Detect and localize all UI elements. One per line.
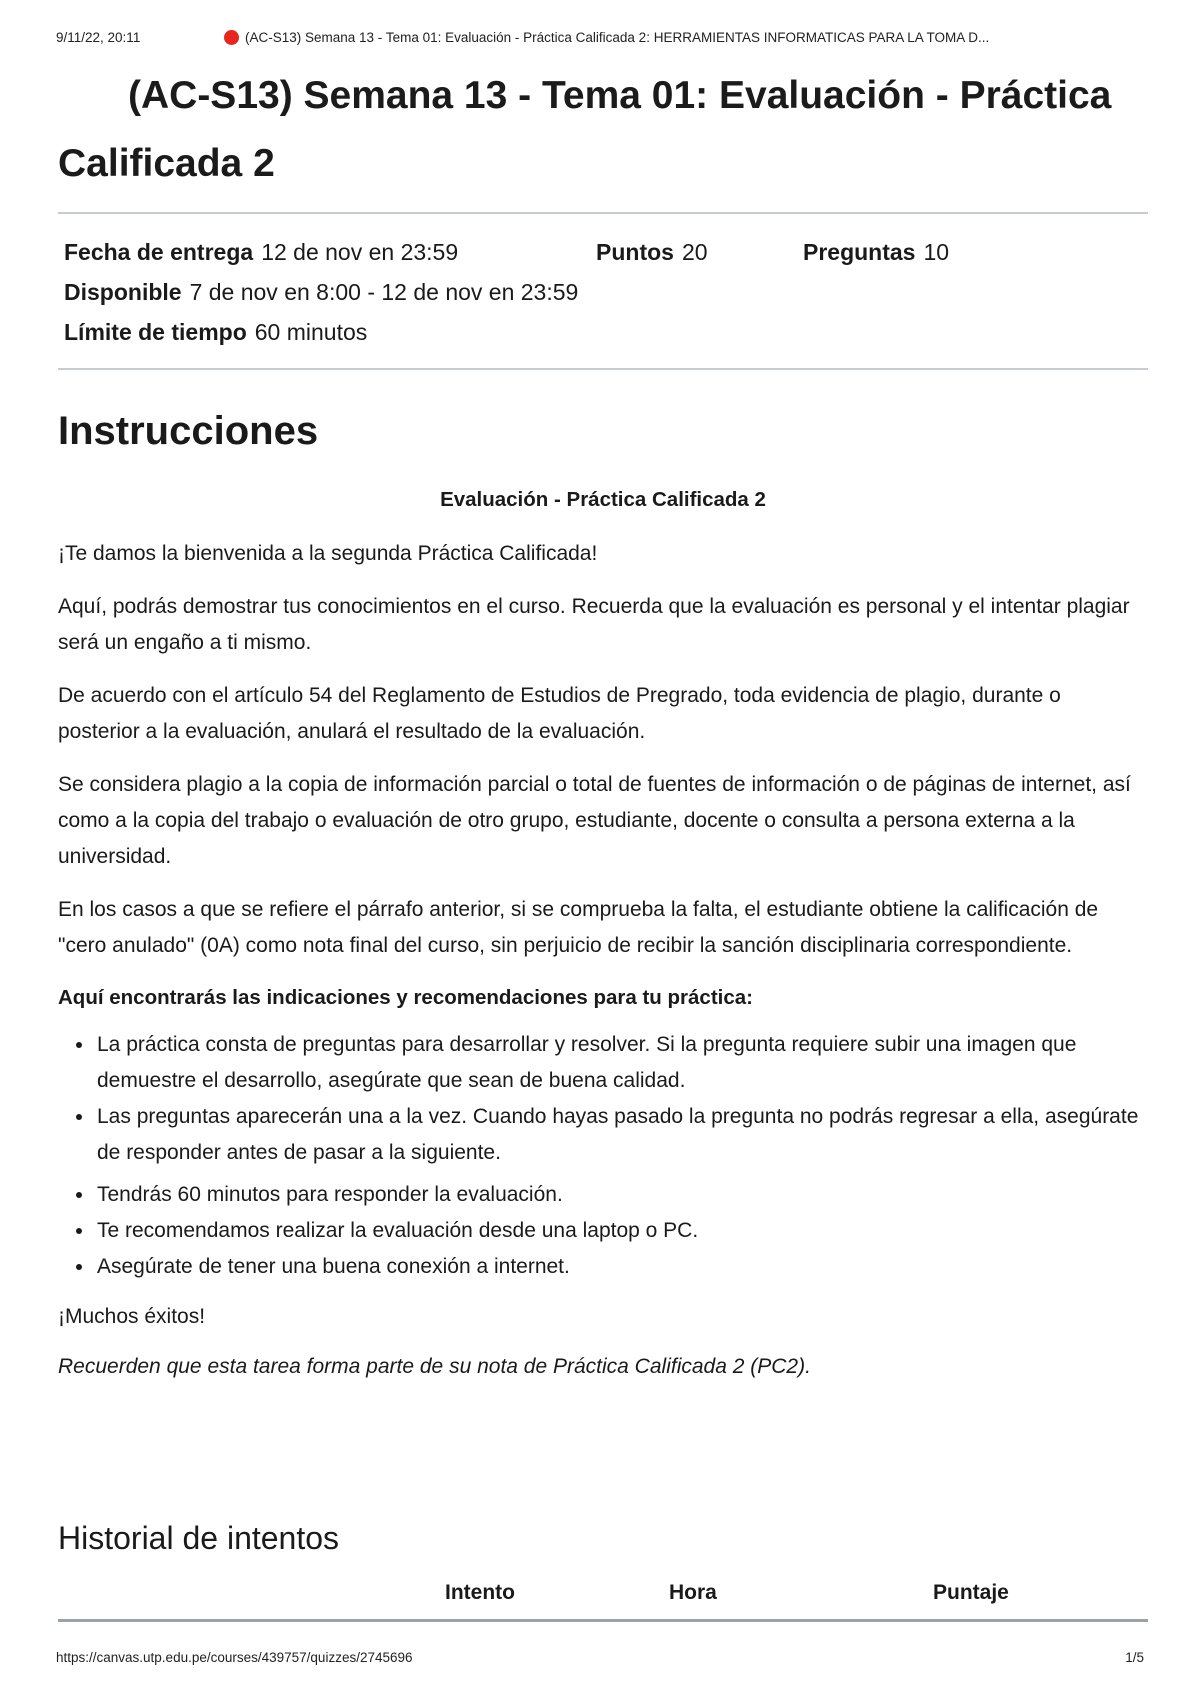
points bbox=[596, 232, 803, 272]
print-header bbox=[56, 30, 1160, 50]
time-limit-label: Límite de tiempo bbox=[64, 319, 247, 345]
instructions-heading: Instrucciones bbox=[58, 409, 319, 453]
questions-label: Preguntas bbox=[803, 239, 916, 265]
instructions-subtitle: Evaluación - Práctica Calificada 2 bbox=[440, 488, 766, 511]
due-date-value: 12 de nov en 23:59 bbox=[261, 239, 459, 265]
column-header-attempt: Intento bbox=[445, 1581, 515, 1604]
quiz-details bbox=[58, 214, 1148, 368]
divider bbox=[58, 368, 1148, 370]
print-datetime: 9/11/22, 20:11 bbox=[56, 30, 141, 45]
print-tab-title: (AC-S13) Semana 13 - Tema 01: Evaluación - Práctica Calificada 2: HERRAMIENTAS INFORMATICAS PARA LA TOMA D... bbox=[245, 30, 990, 45]
attempt-history-heading: Historial de intentos bbox=[58, 1520, 340, 1556]
availability bbox=[64, 272, 578, 312]
points-value: 20 bbox=[681, 239, 708, 265]
paragraph: En los casos a que se refiere el párrafo anterior, si se comprueba la falta, el estudiante obtiene la calificación de "cero anulado" (0A) como nota final del curso, sin perjuicio de recibir la sanción disciplinaria correspondiente. bbox=[58, 898, 1099, 957]
available-label: Disponible bbox=[64, 279, 182, 305]
attempt-history-table-header bbox=[58, 1575, 1148, 1622]
list-item: • Asegúrate de tener una buena conexión a internet. bbox=[95, 1249, 1148, 1285]
questions-value: 10 bbox=[923, 239, 950, 265]
print-footer bbox=[56, 1650, 1144, 1665]
list-heading: Aquí encontrarás las indicaciones y recomendaciones para tu práctica: bbox=[58, 986, 753, 1009]
list-item: • Las preguntas aparecerán una a la vez. Cuando hayas pasado la pregunta no podrás regresar a ella, asegúrate de responder antes de pasar a la siguiente. bbox=[95, 1099, 1148, 1171]
closing-text: ¡Muchos éxitos! bbox=[58, 1305, 206, 1328]
due-date bbox=[64, 232, 596, 272]
details-row bbox=[64, 312, 1142, 352]
page-title: (AC-S13) Semana 13 - Tema 01: Evaluación - Práctica Calificada 2 bbox=[58, 74, 1112, 185]
time-limit bbox=[64, 312, 367, 352]
main-content bbox=[58, 62, 1148, 1385]
due-date-label: Fecha de entrega bbox=[64, 239, 254, 265]
available-value: 7 de nov en 8:00 - 12 de nov en 23:59 bbox=[189, 279, 579, 305]
time-limit-value: 60 minutos bbox=[254, 319, 368, 345]
questions bbox=[803, 232, 949, 272]
column-header-time: Hora bbox=[669, 1581, 717, 1604]
print-url[interactable]: https://canvas.utp.edu.pe/courses/439757/quizzes/2745696 bbox=[56, 1650, 413, 1665]
paragraph: De acuerdo con el artículo 54 del Reglamento de Estudios de Pregrado, toda evidencia de plagio, durante o posterior a la evaluación, anulará el resultado de la evaluación. bbox=[58, 684, 1061, 743]
list-item: • Tendrás 60 minutos para responder la evaluación. bbox=[95, 1177, 1148, 1213]
page-number: 1/5 bbox=[1125, 1650, 1144, 1665]
paragraph: Aquí, podrás demostrar tus conocimientos en el curso. Recuerda que la evaluación es personal y el intentar plagiar será un engaño a ti mismo. bbox=[58, 595, 1130, 654]
note-text: Recuerden que esta tarea forma parte de su nota de Práctica Calificada 2 (PC2). bbox=[58, 1355, 811, 1378]
details-row bbox=[64, 232, 1142, 272]
print-tab-title-wrap bbox=[224, 30, 989, 45]
points-label: Puntos bbox=[596, 239, 674, 265]
details-row bbox=[64, 272, 1142, 312]
list-item: • Te recomendamos realizar la evaluación desde una laptop o PC. bbox=[95, 1213, 1148, 1249]
list-item: • La práctica consta de preguntas para desarrollar y resolver. Si la pregunta requiere subir una imagen que demuestre el desarrollo, asegúrate que sean de buena calidad. bbox=[95, 1027, 1148, 1099]
paragraph: Se considera plagio a la copia de información parcial o total de fuentes de información o de páginas de internet, así como a la copia del trabajo o evaluación de otro grupo, estudiante, docente o consulta a persona externa a la universidad. bbox=[58, 773, 1131, 868]
recommendations-list bbox=[58, 1027, 1148, 1285]
column-header-score: Puntaje bbox=[933, 1581, 1009, 1604]
recording-dot-icon bbox=[224, 30, 239, 45]
paragraph: ¡Te damos la bienvenida a la segunda Práctica Calificada! bbox=[58, 542, 598, 565]
